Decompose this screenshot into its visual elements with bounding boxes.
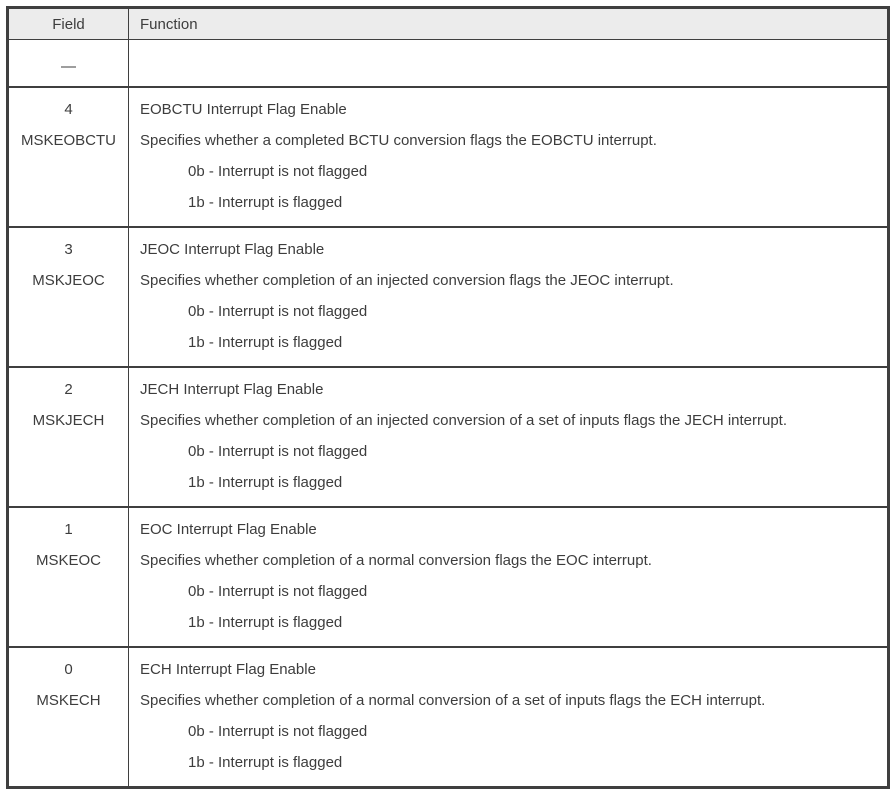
function-option: 1b - Interrupt is flagged [188, 754, 343, 771]
table-row-mskeoc [8, 507, 889, 647]
function-cell [129, 367, 889, 507]
function-description: Specifies whether completion of a normal conversion of a set of inputs flags the ECH interrupt. [140, 692, 766, 709]
field-name: MSKJEOC [32, 272, 105, 289]
function-cell-empty [129, 40, 889, 88]
field-name: MSKJECH [32, 412, 105, 429]
function-description: Specifies whether completion of a normal conversion flags the EOC interrupt. [140, 552, 652, 569]
function-title: ECH Interrupt Flag Enable [140, 661, 316, 678]
table-row-mskeobctu [8, 87, 889, 227]
table-row-mskjeoc [8, 227, 889, 367]
table-header-row [8, 8, 889, 40]
function-description: Specifies whether completion of an injected conversion of a set of inputs flags the JECH interrupt. [140, 412, 788, 429]
bit-number: 0 [64, 661, 73, 678]
table-row-mskech [8, 647, 889, 788]
function-cell [129, 647, 889, 788]
bit-number: 1 [64, 521, 73, 538]
field-cell [8, 647, 129, 788]
function-cell [129, 507, 889, 647]
function-title: EOC Interrupt Flag Enable [140, 521, 317, 538]
function-title: EOBCTU Interrupt Flag Enable [140, 101, 347, 118]
field-name: MSKECH [36, 692, 101, 709]
field-name: MSKEOC [35, 552, 101, 569]
field-cell [8, 507, 129, 647]
function-option: 0b - Interrupt is not flagged [188, 443, 368, 460]
bit-number: 4 [64, 101, 73, 118]
table-row-placeholder [8, 40, 889, 88]
function-option: 0b - Interrupt is not flagged [188, 583, 368, 600]
function-option: 1b - Interrupt is flagged [188, 474, 343, 491]
function-cell [129, 87, 889, 227]
function-option: 1b - Interrupt is flagged [188, 614, 343, 631]
function-option: 0b - Interrupt is not flagged [188, 303, 368, 320]
table-row-mskjech [8, 367, 889, 507]
register-field-table [6, 6, 890, 789]
function-option: 1b - Interrupt is flagged [188, 194, 343, 211]
field-cell [8, 227, 129, 367]
function-option: 1b - Interrupt is flagged [188, 334, 343, 351]
field-name: MSKEOBCTU [20, 132, 116, 149]
column-header-function: Function [129, 8, 889, 40]
field-cell-dash: — [8, 40, 129, 88]
function-option: 0b - Interrupt is not flagged [188, 723, 368, 740]
function-description: Specifies whether completion of an injected conversion flags the JEOC interrupt. [140, 272, 674, 289]
bit-number: 2 [64, 381, 73, 398]
function-title: JECH Interrupt Flag Enable [140, 381, 324, 398]
function-description: Specifies whether a completed BCTU conversion flags the EOBCTU interrupt. [140, 132, 657, 149]
field-cell [8, 367, 129, 507]
column-header-field: Field [8, 8, 129, 40]
function-option: 0b - Interrupt is not flagged [188, 163, 368, 180]
field-cell [8, 87, 129, 227]
function-cell [129, 227, 889, 367]
function-title: JEOC Interrupt Flag Enable [140, 241, 325, 258]
bit-number: 3 [64, 241, 73, 258]
